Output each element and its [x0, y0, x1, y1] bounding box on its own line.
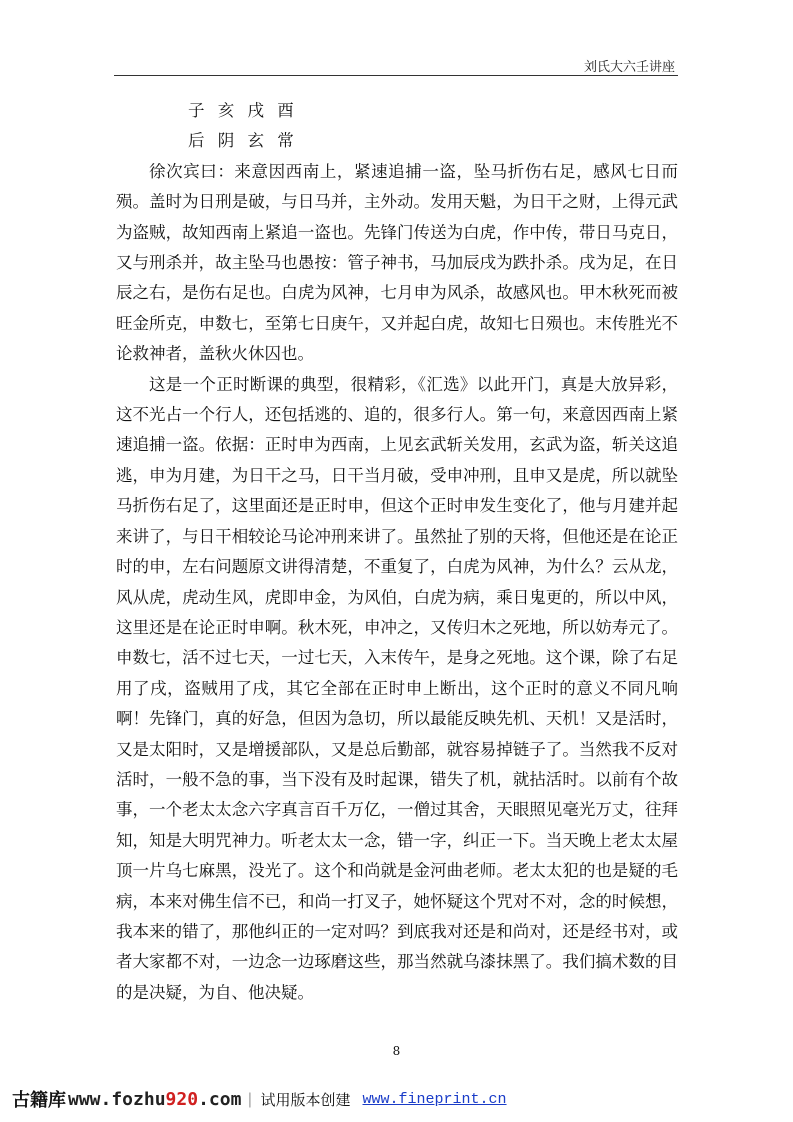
trial-version-text: 试用版本创建	[260, 1090, 351, 1109]
paragraph-quote: 徐次宾曰：来意因西南上，紧速追捕一盗，坠马折伤右足，感风七日而殒。盖时为日刑是破，与日马并，主外动。发用天魁，为日干之财，上得元武为盗贼，故知西南上紧追一盗也。先锋门传送为白虎，作中传，带日马克日，又与刑杀并，故主坠马也愚按：管子神书，马加辰戌为跌扑杀。戌为足，在日辰之右，是伤右足也。白虎为风神，七月申为风杀，故感风也。甲木秋死而被旺金所克，申数七，至第七日庚午，又并起白虎，故知七日殒也。末传胜光不论救神者，盖秋火休囚也。	[116, 161, 678, 364]
general-row: 后 阴 玄 常	[188, 131, 298, 151]
watermark-url-prefix: www.fozhu	[68, 1088, 166, 1110]
header-divider	[114, 75, 678, 76]
footer-separator: |	[247, 1090, 253, 1108]
watermark-url	[68, 1089, 241, 1110]
fineprint-link[interactable]: www.fineprint.cn	[362, 1090, 507, 1108]
watermark-url-accent: 920	[165, 1088, 199, 1110]
branch-row: 子 亥 戌 酉	[188, 101, 298, 120]
watermark-url-suffix: .com	[198, 1088, 242, 1110]
paragraph-commentary: 这是一个正时断课的典型，很精彩，《汇选》以此开门，真是大放异彩，这不光占一个行人，还包括逃的、追的，很多行人。第一句，来意因西南上紧速追捕一盗。依据：正时申为西南，上见玄武斩关发用，玄武为盗，斩关这追逃，申为月建，为日干之马，日干当月破，受申冲刑，且申又是虎，所以就坠马折伤右足了，这里面还是正时申，但这个正时申发生变化了，他与月建并起来讲了，与日干相较论马论冲刑来讲了。虽然扯了别的天将，但他还是在论正时的申，左右问题原文讲得清楚，不重复了，白虎为风神，为什么？云从龙，风从虎，虎动生风，虎即申金，为风伯，白虎为病，乘日鬼更的，所以中风，这里还是在论正时申啊。秋木死，申冲之，又传归木之死地，所以妨寿元了。申数七，活不过七天，一过七天，入末传午，是身之死地。这个课，除了右足用了戌，盗贼用了戌，其它全部在正时申上断出，这个正时的意义不同凡响啊！先锋门，真的好急，但因为急切，所以最能反映先机、天机！又是活时，又是太阳时，又是增援部队，又是总后勤部，就容易掉链子了。当然我不反对活时，一般不急的事，当下没有及时起课，错失了机，就拈活时。以前有个故事，一个老太太念六字真言百千万亿，一僧过其舍，天眼照见毫光万丈，往拜知，知是大明咒神力。听老太太一念，错一字，纠正一下。当天晚上老太太屋顶一片乌七麻黑，没光了。这个和尚就是金河曲老师。老太太犯的也是疑的毛病，本来对佛生信不已，和尚一打叉子，她怀疑这个咒对不对，念的时候想，我本来的错了，那他纠正的一定对吗？到底我对还是和尚对，还是经书对，或者大家都不对，一边念一边琢磨这些，那当然就乌漆抹黑了。我们搞术数的目的是决疑，为自、他决疑。	[116, 374, 678, 1002]
watermark-brand: 古籍库	[12, 1090, 66, 1111]
page-number: 8	[392, 1044, 401, 1058]
page-header-title: 刘氏大六壬讲座	[583, 60, 675, 75]
footer-watermark	[12, 1086, 507, 1112]
page-body	[116, 96, 678, 1008]
